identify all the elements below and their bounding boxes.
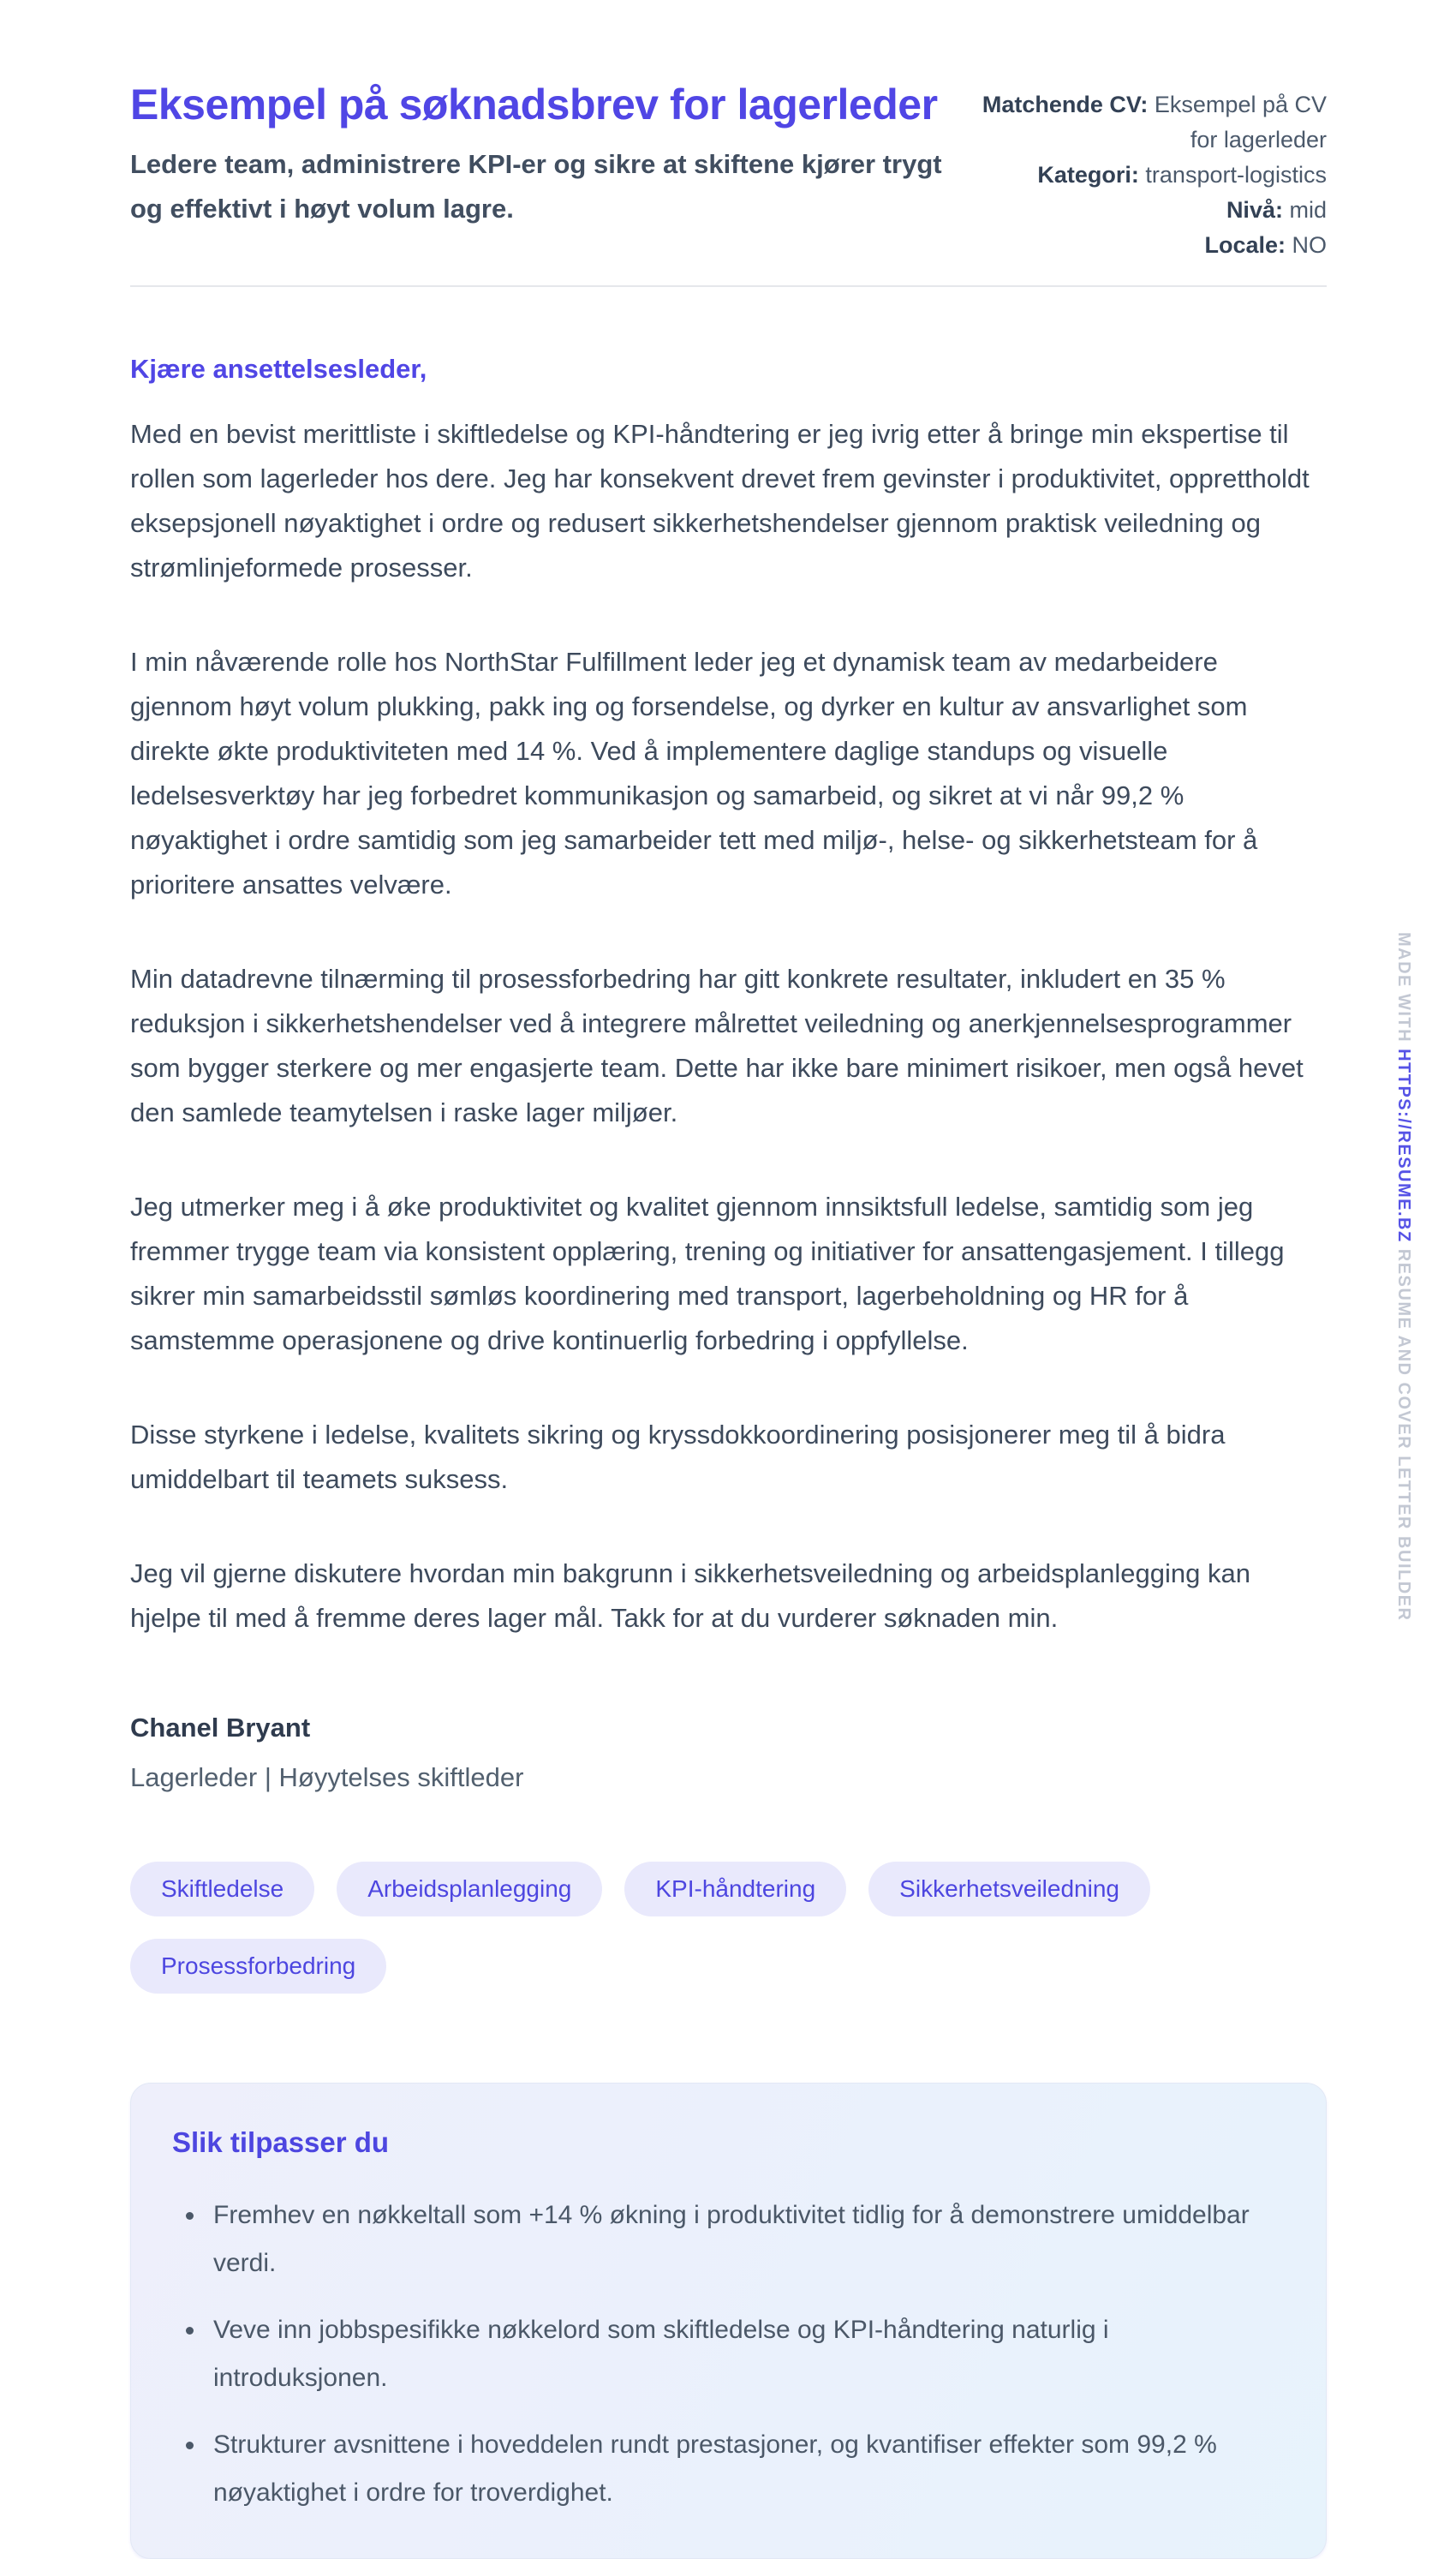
letter-body [130, 347, 1327, 1800]
tag-pill-arbeidsplanlegging: Arbeidsplanlegging [337, 1862, 602, 1916]
letter-greeting: Kjære ansettelsesleder, [130, 354, 427, 384]
signature-role: Lagerleder | Høyytelses skiftleder [130, 1762, 524, 1792]
letter-paragraph-5: Disse styrkene i ledelse, kvalitets sikring og kryssdokkoordinering posisjonerer meg til å bidra umiddelbart til teamets suksess. [130, 1420, 1226, 1494]
letter-paragraph-3: Min datadrevne tilnærming til prosessforbedring har gitt konkrete resultater, inkludert en 35 % reduksjon i sikkerhetshendelser ved å integrere målrettet veiledning og anerkjennelsesprogrammer som bygger sterkere og mer engasjerte team. Dette har ikke bare minimert risikoer, men også hevet den samlede teamytelsen i raske lager miljøer. [130, 964, 1304, 1127]
meta-label-locale: Locale: [1204, 232, 1286, 258]
meta-label-category: Kategori: [1037, 162, 1139, 188]
tips-item-1: • Fremhev en nøkkeltall som +14 % økning i produktivitet tidlig for å demonstrere umiddelbar verdi. [206, 2191, 1285, 2287]
watermark [1393, 932, 1413, 1621]
tag-pill-kpi-handtering: KPI-håndtering [624, 1862, 846, 1916]
meta-value-category: transport-logistics [1145, 162, 1327, 188]
signature-name: Chanel Bryant [130, 1713, 311, 1743]
watermark-suffix: RESUME AND COVER LETTER BUILDER [1394, 1242, 1413, 1622]
skill-tags [130, 1862, 1327, 1994]
tips-title: Slik tilpasser du [172, 2126, 390, 2158]
watermark-prefix: MADE WITH [1394, 932, 1413, 1049]
header-title-block [130, 75, 950, 231]
tips-list [172, 2191, 1285, 2517]
page-container [130, 0, 1327, 2559]
tag-pill-prosessforbedring: Prosessforbedring [130, 1939, 386, 1994]
watermark-link[interactable]: HTTPS://RESUME.BZ [1394, 1049, 1413, 1243]
document-header [130, 75, 1327, 263]
tips-item-3: • Strukturer avsnittene i hoveddelen rundt prestasjoner, og kvantifiser effekter som 99,2 % nøyaktighet i ordre for troverdighet. [206, 2421, 1285, 2517]
letter-paragraph-6: Jeg vil gjerne diskutere hvordan min bakgrunn i sikkerhetsveiledning og arbeidsplanlegging kan hjelpe til med å fremme deres lager mål. Takk for at du vurderer søknaden min. [130, 1558, 1250, 1633]
meta-value-level: mid [1289, 197, 1327, 223]
meta-value-matching-cv: Eksempel på CV for lagerleder [1154, 92, 1327, 152]
header-divider [130, 285, 1327, 287]
tag-pill-skiftledelse: Skiftledelse [130, 1862, 314, 1916]
tips-item-2: • Veve inn jobbspesifikke nøkkelord som skiftledelse og KPI-håndtering naturlig i introduksjonen. [206, 2306, 1285, 2402]
letter-paragraph-1: Med en bevist merittliste i skiftledelse og KPI-håndtering er jeg ivrig etter å bringe min ekspertise til rollen som lagerleder hos dere. Jeg har konsekvent drevet frem gevinster i produktivitet, opprettholdt eksepsjonell nøyaktighet i ordre og redusert sikkerhetshendelser gjennom praktisk veiledning og strømlinjeformede prosesser. [130, 419, 1310, 583]
meta-panel [950, 75, 1327, 263]
page-subtitle: Ledere team, administrere KPI-er og sikre at skiftene kjører trygt og effektivt i høyt volum lagre. [130, 149, 942, 224]
tag-pill-sikkerhetsveiledning: Sikkerhetsveiledning [868, 1862, 1150, 1916]
meta-value-locale: NO [1292, 232, 1327, 258]
tips-box [130, 2083, 1327, 2559]
meta-label-level: Nivå: [1226, 197, 1283, 223]
letter-paragraph-4: Jeg utmerker meg i å øke produktivitet og kvalitet gjennom innsiktsfull ledelse, samtidig som jeg fremmer trygge team via konsistent opplæring, trening og initiativer for ansattengasjement. I tillegg sikrer min samarbeidsstil sømløs koordinering med transport, lagerbeholdning og HR for å samstemme operasjonene og drive kontinuerlig forbedring i oppfyllelse. [130, 1192, 1285, 1355]
page-title: Eksempel på søknadsbrev for lagerleder [130, 81, 938, 129]
letter-paragraph-2: I min nåværende rolle hos NorthStar Fulfillment leder jeg et dynamisk team av medarbeidere gjennom høyt volum plukking, pakk ing og forsendelse, og dyrker en kultur av ansvarlighet som direkte økte produktiviteten med 14 %. Ved å implementere daglige standups og visuelle ledelsesverktøy har jeg forbedret kommunikasjon og samarbeid, og sikret at vi når 99,2 % nøyaktighet i ordre samtidig som jeg samarbeider tett med miljø-, helse- og sikkerhetsteam for å prioritere ansattes velvære. [130, 647, 1258, 900]
meta-label-matching-cv: Matchende CV: [982, 92, 1149, 117]
